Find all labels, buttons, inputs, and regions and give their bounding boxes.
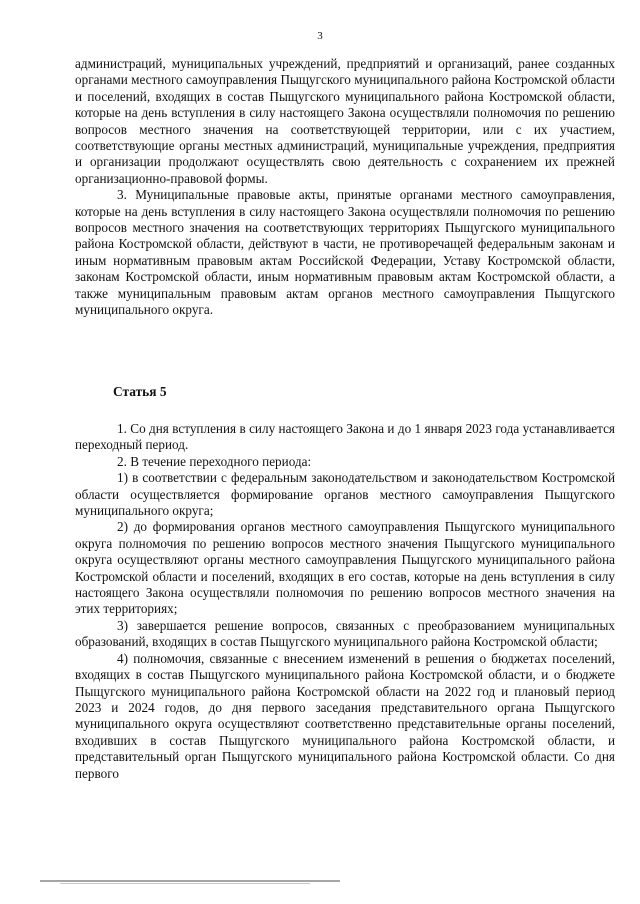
- article-5-body: [75, 421, 615, 782]
- article-4-continuation: [75, 56, 615, 319]
- article-heading: Статья 5: [113, 384, 167, 399]
- scan-artifact-line: [40, 880, 340, 882]
- subitem-4: 4) полномочия, связанные с внесением изменений в решения о бюджетах поселений, входящих в состав Пыщугского муниципального района Костромской области, и о бюджете Пыщугского муниципального района Костромской области на 2022 год и плановый период 2023 и 2024 годов, до дня первого заседания представительного органа Пыщугского муниципального округа осуществляют соответственно представительные органы поселений, входивших в состав Пыщугского муниципального района Костромской области, и представительный орган Пыщугского муниципального района Костромской области. Со дня первого: [75, 650, 615, 781]
- paragraph-continued: администраций, муниципальных учреждений, предприятий и организаций, ранее созданных органами местного самоуправления Пыщугского муниципального района Костромской области и поселений, входящих в состав Пыщугского муниципального района Костромской области, которые на день вступления в силу настоящего Закона осуществляли полномочия по решению вопросов местного значения на соответствующей территории, или с их участием, соответствующие органы местных администраций, муниципальные учреждения, предприятия и организации продолжают осуществлять свою деятельность с сохранением их прежней организационно-правовой формы.: [75, 56, 615, 186]
- subitem-2: 2) до формирования органов местного самоуправления Пыщугского муниципального округа полномочия по решению вопросов местного значения Пыщугского муниципального округа осуществляют органы местного самоуправления Пыщугского муниципального района Костромской области и поселений, входящих в его состав, которые на день вступления в силу настоящего Закона осуществляли полномочия по решению вопросов местного значения на этих территориях;: [75, 519, 615, 617]
- paragraph-item-3: 3. Муниципальные правовые акты, принятые органами местного самоуправления, которые на день вступления в силу настоящего Закона осуществляли полномочия по решению вопросов местного значения на соответствующих территориях Пыщугского муниципального района Костромской области, действуют в части, не противоречащей федеральным законам и иным нормативным правовым актам Российской Федерации, Уставу Костромской области, законам Костромской области, иным нормативным правовым актам Костромской области, а также муниципальным правовым актам органов местного самоуправления Пыщугского муниципального округа.: [75, 187, 615, 318]
- subitem-1: 1) в соответствии с федеральным законодательством и законодательством Костромской области осуществляется формирование органов местного самоуправления Пыщугского муниципального округа;: [75, 470, 615, 519]
- paragraph-item-1: 1. Со дня вступления в силу настоящего Закона и до 1 января 2023 года устанавливается переходный период.: [75, 421, 615, 453]
- paragraph-item-2: 2. В течение переходного периода:: [117, 453, 312, 469]
- subitem-3: 3) завершается решение вопросов, связанных с преобразованием муниципальных образований, входящих в состав Пыщугского муниципального района Костромской области;: [75, 617, 615, 650]
- page-number: 3: [317, 30, 323, 42]
- scan-artifact-line-faint: [60, 883, 310, 884]
